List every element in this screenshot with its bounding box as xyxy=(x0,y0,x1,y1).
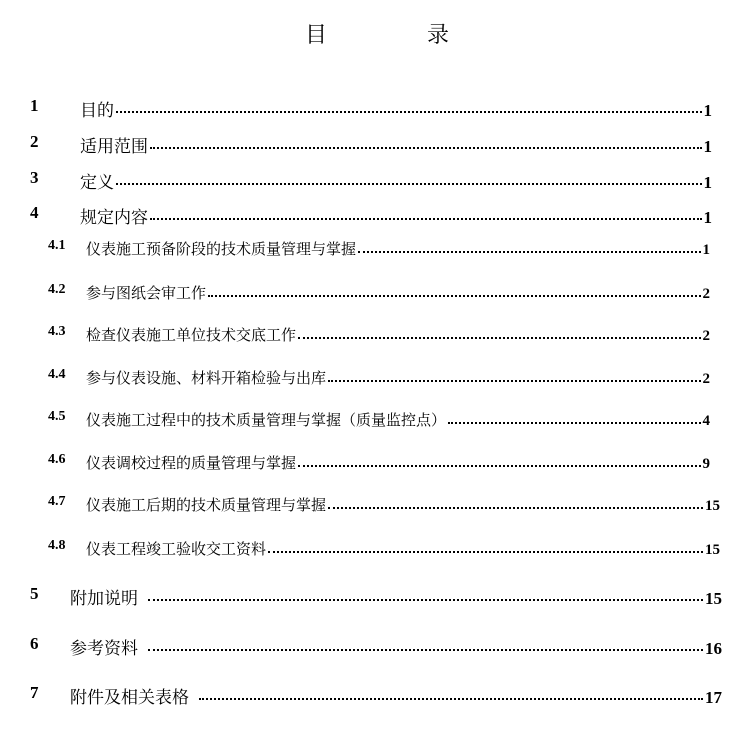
toc-page: 17 xyxy=(705,688,722,707)
title-char-left: 目 xyxy=(304,23,327,48)
toc-page: 1 xyxy=(703,173,712,192)
dot-leader xyxy=(448,422,700,424)
toc-page: 15 xyxy=(705,589,722,608)
toc-number: 4.7 xyxy=(48,494,66,509)
toc-page: 1 xyxy=(703,208,712,227)
toc-label: 仪表施工后期的技术质量管理与掌握 xyxy=(86,496,327,514)
toc-page: 9 xyxy=(702,456,710,472)
toc-page: 1 xyxy=(703,137,712,156)
dot-leader xyxy=(116,183,702,185)
dot-leader xyxy=(150,218,702,220)
toc-number: 2 xyxy=(30,132,39,151)
toc-number: 4.5 xyxy=(48,409,66,424)
dot-leader xyxy=(298,337,700,339)
toc-number: 4.6 xyxy=(48,452,66,467)
title-char-right: 录 xyxy=(427,23,450,48)
toc-number: 4.4 xyxy=(48,367,66,382)
dot-leader xyxy=(199,698,703,700)
toc-number: 7 xyxy=(30,683,39,702)
dot-leader xyxy=(298,465,700,467)
toc-label: 适用范围 xyxy=(80,137,148,157)
dot-leader xyxy=(328,380,700,382)
toc-label: 定义 xyxy=(80,173,114,193)
toc-number: 4.1 xyxy=(48,238,66,253)
toc-page: 4 xyxy=(702,413,710,429)
toc-label: 仪表调校过程的质量管理与掌握 xyxy=(86,454,297,472)
toc-label: 仪表工程竣工验收交工资料 xyxy=(86,540,267,558)
toc-page: 15 xyxy=(705,498,720,514)
toc-number: 3 xyxy=(30,168,39,187)
toc-page: 1 xyxy=(702,242,710,258)
dot-leader xyxy=(328,507,703,509)
toc-page: 2 xyxy=(702,371,710,387)
toc-number: 1 xyxy=(30,96,39,115)
toc-label: 仪表施工预备阶段的技术质量管理与掌握 xyxy=(86,240,357,258)
toc-label: 规定内容 xyxy=(80,208,148,228)
toc-page: 2 xyxy=(702,328,710,344)
toc-label: 参考资料 xyxy=(70,639,138,659)
dot-leader xyxy=(150,147,702,149)
toc-label: 检查仪表施工单位技术交底工作 xyxy=(86,326,297,344)
toc-page: 1 xyxy=(703,101,712,120)
toc-label: 附件及相关表格 xyxy=(70,688,189,708)
toc-label: 参与图纸会审工作 xyxy=(86,284,207,302)
toc-number: 4.3 xyxy=(48,324,66,339)
toc-page: 2 xyxy=(702,286,710,302)
dot-leader xyxy=(268,551,703,553)
dot-leader xyxy=(208,295,700,297)
dot-leader xyxy=(148,649,703,651)
toc-number: 6 xyxy=(30,634,39,653)
dot-leader xyxy=(116,111,702,113)
toc-number: 4 xyxy=(30,203,39,222)
toc-page: 16 xyxy=(705,639,722,658)
page-title xyxy=(0,18,754,49)
toc-label: 目的 xyxy=(80,101,114,121)
toc-label: 附加说明 xyxy=(70,589,138,609)
toc-label: 仪表施工过程中的技术质量管理与掌握（质量监控点） xyxy=(86,411,447,429)
dot-leader xyxy=(358,251,700,253)
toc-number: 4.2 xyxy=(48,282,66,297)
dot-leader xyxy=(148,599,703,601)
toc-label: 参与仪表设施、材料开箱检验与出库 xyxy=(86,369,327,387)
toc-number: 5 xyxy=(30,584,39,603)
toc-page: 15 xyxy=(705,542,720,558)
toc-number: 4.8 xyxy=(48,538,66,553)
